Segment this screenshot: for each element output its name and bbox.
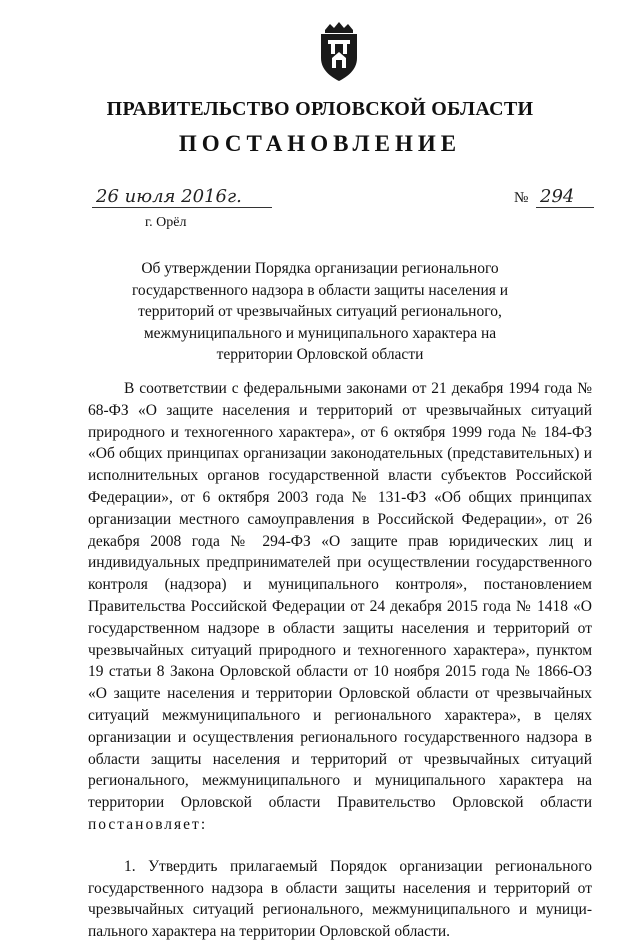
preamble-paragraph (88, 378, 592, 836)
handwritten-date: 26 июля 2016г. (96, 186, 242, 207)
resolves-word: постановляет: (88, 815, 208, 833)
document-body (88, 378, 592, 943)
preamble-text: В соответствии с федеральными законами от 21 декабря 1994 года № 68-ФЗ «О защите населения и территорий от чрезвычайных ситуаций природного и техногенного характера», от 6 октября 1999 года № 184-ФЗ «Об общих принципах организации законодательных (представительных) и исполнительных органов государственной власти субъектов Российской Федерации», от 6 октября 2003 года № 131-ФЗ «Об общих принципах организации местного самоуправления в Российской Федерации», от 26 декабря 2008 года № 294-ФЗ «О защите прав юридических лиц и индивидуальных предпринимателей при осуществлении государственного контроля (надзора) и муниципального контроля», постановлением Правительства Российской Федерации от 24 декабря 2015 года № 1418 «О государственном надзоре в области защиты населения и территорий от чрезвычайных ситуаций природного и техногенного характера», пунктом 19 статьи 8 Закона Орловской области от 10 ноября 2015 года № 1866-ОЗ «О защите населения и территории Орловской области от чрезвычайных ситуаций межмуниципального и регионального характера», в целях организации и осуществления регионального государственного надзора в области защиты населения и территорий от чрезвычайных ситуаций регионального, межмуниципального и муниципального характера на территории Орловской области Правительство Орловской области (88, 380, 592, 812)
item-1-paragraph: 1. Утвердить прилагаемый Порядок организации регионального государственного надзора в области защиты населения и территорий от чрезвычайных ситуаций регионального, межмуниципального и муниципального характера на территории Орловской области. (88, 857, 592, 941)
document-type: ПОСТАНОВЛЕНИЕ (178, 131, 462, 156)
document-title: Об утверждении Порядка организации регионального государственного надзора в области защиты населения и территорий от чрезвычайных ситуаций регионального, межмуниципального и муниципального характера на территории Орловской области (131, 260, 509, 364)
document-city: г. Орёл (145, 215, 187, 230)
number-sign: № (514, 190, 529, 206)
number-underline (536, 207, 594, 208)
handwritten-number: 294 (540, 186, 575, 207)
date-underline (92, 207, 272, 208)
organization-name: ПРАВИТЕЛЬСТВО ОРЛОВСКОЙ ОБЛАСТИ (106, 98, 534, 120)
coat-of-arms-icon (316, 22, 362, 82)
